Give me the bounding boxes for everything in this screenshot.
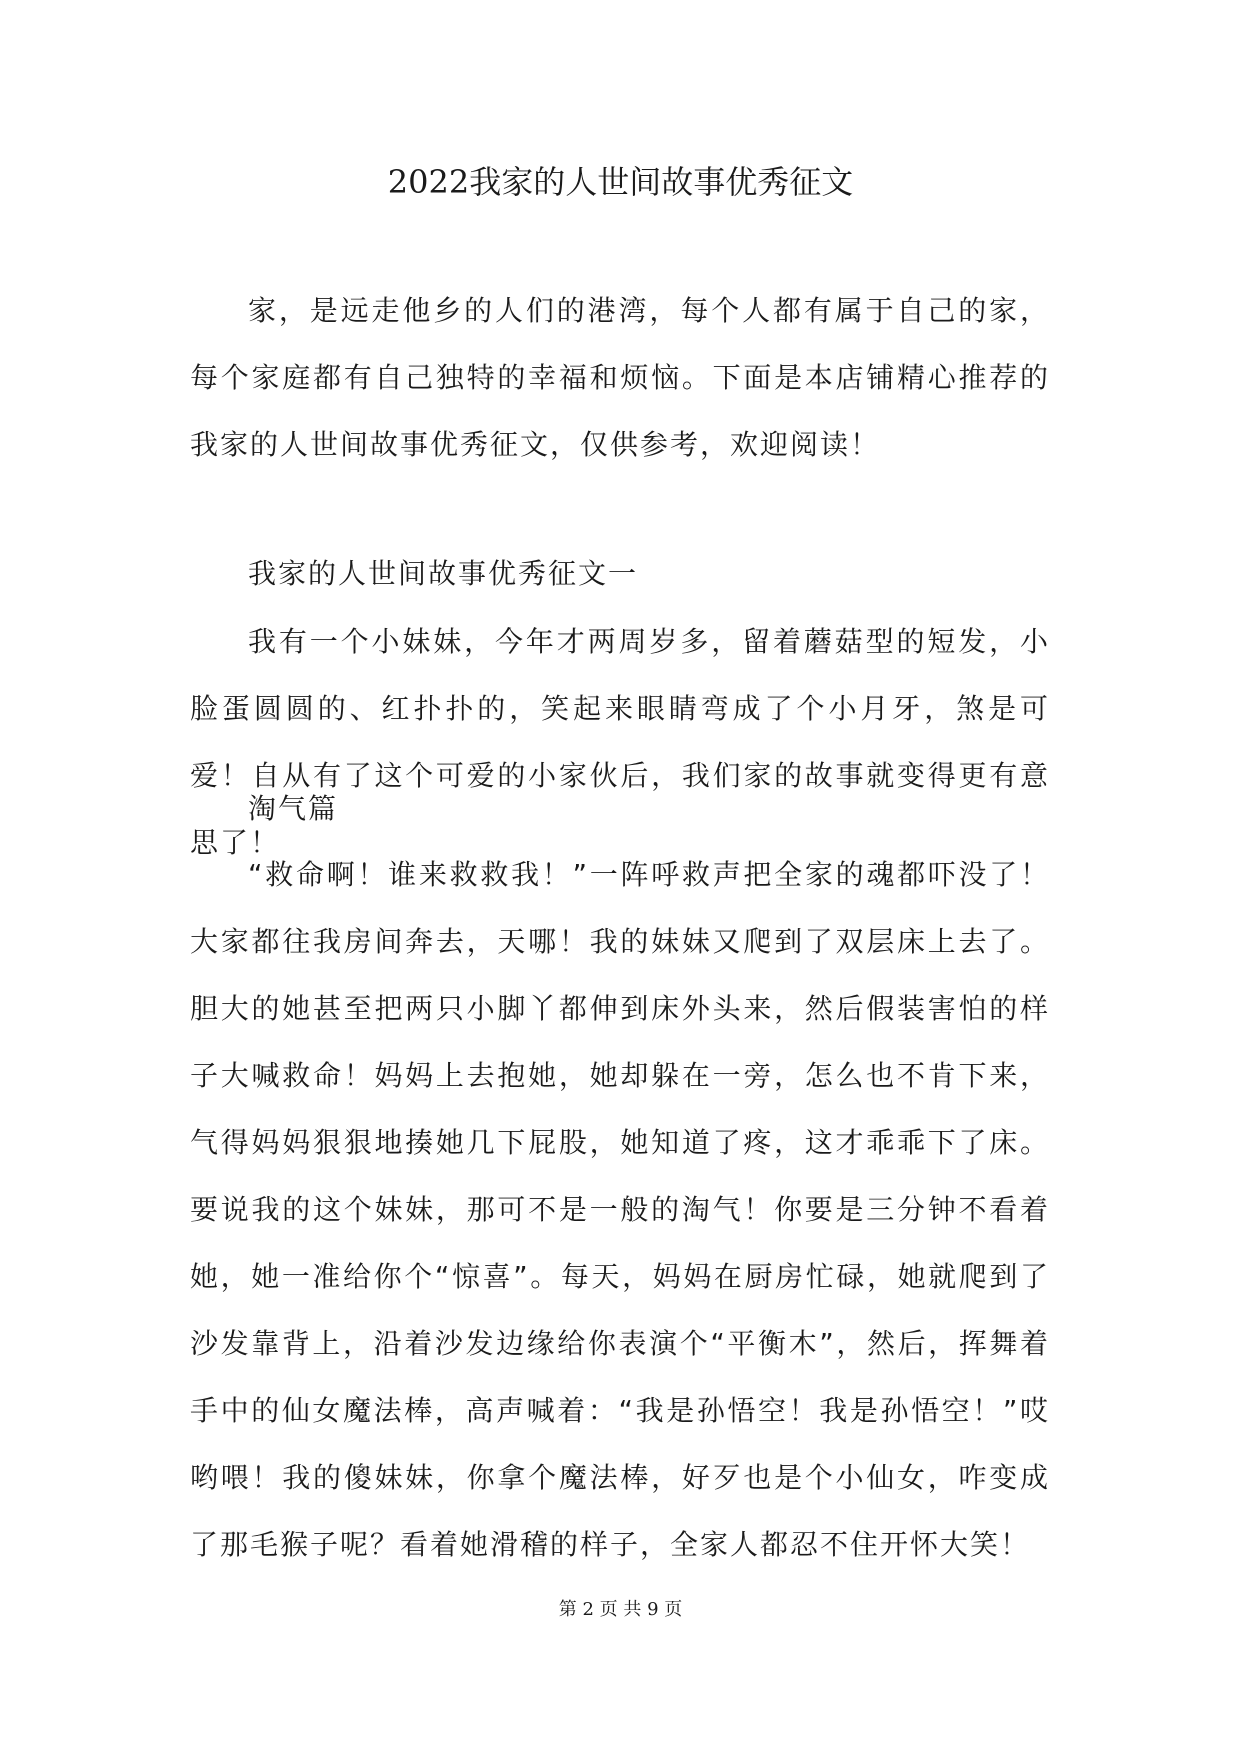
- body-paragraph: 我有一个小妹妹，今年才两周岁多，留着蘑菇型的短发，小脸蛋圆圆的、红扑扑的，笑起来眼睛弯成了个小月牙，煞是可爱！自从有了这个可爱的小家伙后，我们家的故事就变得更有意思了！: [190, 625, 1050, 859]
- sub-heading: 淘气篇: [248, 792, 339, 825]
- page-number-footer: 第 2 页 共 9 页: [558, 1599, 683, 1620]
- body-paragraph: “救命啊！谁来救救我！”一阵呼救声把全家的魂都吓没了！大家都往我房间奔去，天哪！我的妹妹又爬到了双层床上去了。胆大的她甚至把两只小脚丫都伸到床外头来，然后假装害怕的样子大喊救命！妈妈上去抱她，她却躲在一旁，怎么也不肯下来，气得妈妈狠狠地揍她几下屁股，她知道了疼，这才乖乖下了床。要说我的这个妹妹，那可不是一般的淘气！你要是三分钟不看着她，她一准给你个“惊喜”。每天，妈妈在厨房忙碌，她就爬到了沙发靠背上，沿着沙发边缘给你表演个“平衡木”，然后，挥舞着手中的仙女魔法棒，高声喊着：“我是孙悟空！我是孙悟空！”哎哟喂！我的傻妹妹，你拿个魔法棒，好歹也是个小仙女，咋变成了那毛猴子呢？看着她滑稽的样子，全家人都忍不住开怀大笑！: [190, 858, 1050, 1561]
- intro-paragraph: 家，是远走他乡的人们的港湾，每个人都有属于自己的家，每个家庭都有自己独特的幸福和烦恼。下面是本店铺精心推荐的我家的人世间故事优秀征文，仅供参考，欢迎阅读！: [190, 294, 1050, 461]
- document-title: 2022我家的人世间故事优秀征文: [387, 163, 854, 201]
- section-heading: 我家的人世间故事优秀征文一: [248, 557, 639, 590]
